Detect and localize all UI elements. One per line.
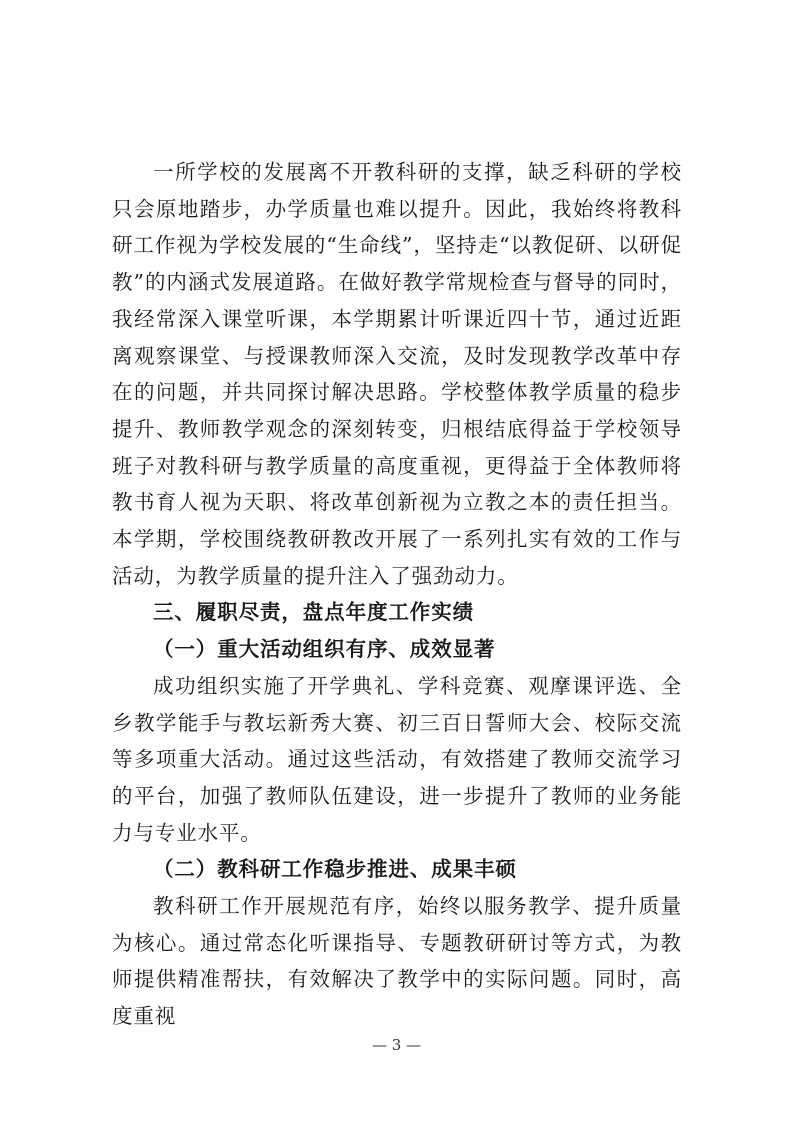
subsection-heading-1: （一）重大活动组织有序、成效显著 bbox=[153, 637, 496, 662]
page-number-footer: — 3 — bbox=[371, 1036, 422, 1054]
body-paragraph-1: 一所学校的发展离不开教科研的支撑，缺乏科研的学校只会原地踏步，办学质量也难以提升。因此，我始终将教科研工作视为学校发展的“生命线”，坚持走“以教促研、以研促教”的内涵式发展道路。在做好教学常规检查与督导的同时，我经常深入课堂听课，本学期累计听课近四十节，通过近距离观察课堂、与授课教师深入交流，及时发现教学改革中存在的问题，并共同探讨解决思路。学校整体教学质量的稳步提升、教师教学观念的深刻转变，归根结底得益于学校领导班子对教科研与教学质量的高度重视，更得益于全体教师将教书育人视为天职、将改革创新视为立教之本的责任担当。本学期，学校围绕教研教改开展了一系列扎实有效的工作与活动，为教学质量的提升注入了强劲动力。 bbox=[112, 160, 682, 588]
subsection-heading-2: （二）教科研工作稳步推进、成果丰硕 bbox=[153, 857, 517, 882]
body-paragraph-2: 成功组织实施了开学典礼、学科竞赛、观摩课评选、全乡教学能手与教坛新秀大赛、初三百日誓师大会、校际交流等多项重大活动。通过这些活动，有效搭建了教师交流学习的平台，加强了教师队伍建设，进一步提升了教师的业务能力与专业水平。 bbox=[112, 673, 682, 845]
document-body bbox=[112, 154, 682, 1035]
body-paragraph-3: 教科研工作开展规范有序，始终以服务教学、提升质量为核心。通过常态化听课指导、专题教研研讨等方式，为教师提供精准帮扶，有效解决了教学中的实际问题。同时，高度重视 bbox=[112, 894, 682, 1029]
section-heading-3: 三、履职尽责，盘点年度工作实绩 bbox=[153, 600, 474, 625]
